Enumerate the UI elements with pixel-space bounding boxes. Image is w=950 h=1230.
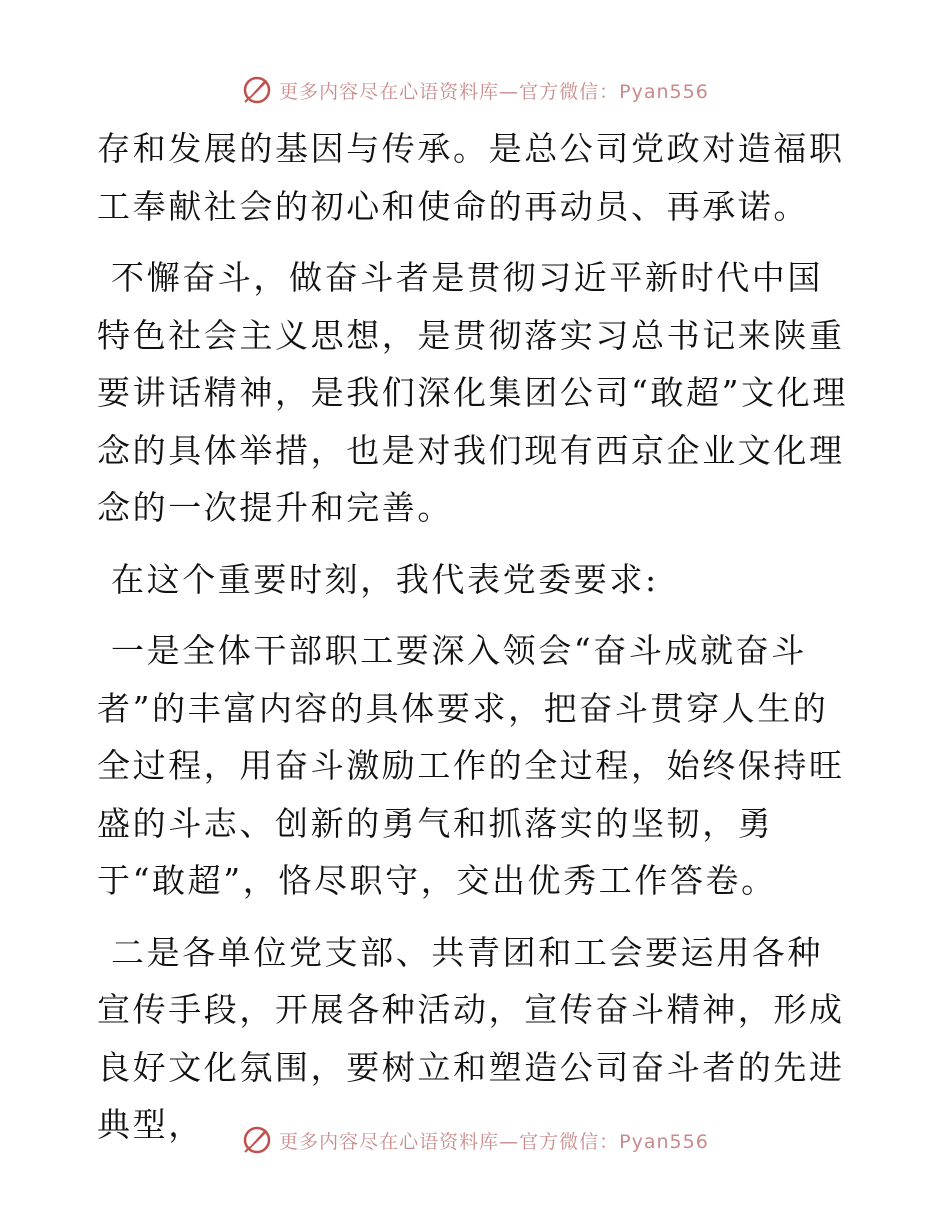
- paragraph-5: 二是各单位党支部、共青团和工会要运用各种宣传手段，开展各种活动，宣传奋斗精神，形成良好文化氛围，要树立和塑造公司奋斗者的先进典型，: [97, 932, 845, 1144]
- quill-logo-icon: [241, 1124, 273, 1156]
- paragraph-3: 在这个重要时刻，我代表党委要求:: [111, 559, 659, 599]
- footer-watermark-banner: [0, 1120, 950, 1160]
- watermark-text: 更多内容尽在心语资料库—官方微信：Pyan556: [279, 1130, 709, 1153]
- header-watermark-banner: [0, 70, 950, 110]
- watermark-text: 更多内容尽在心语资料库—官方微信：Pyan556: [279, 80, 709, 103]
- quill-logo-icon: [241, 74, 273, 106]
- paragraph-2: 不懈奋斗，做奋斗者是贯彻习近平新时代中国特色社会主义思想，是贯彻落实习总书记来陕重要讲话精神，是我们深化集团公司“敢超”文化理念的具体举措，也是对我们现有西京企业文化理念的一次提升和完善。: [97, 258, 848, 527]
- paragraph-4: 一是全体干部职工要深入领会“奋斗成就奋斗者”的丰富内容的具体要求，把奋斗贯穿人生的全过程，用奋斗激励工作的全过程，始终保持旺盛的斗志、创新的勇气和抓落实的坚韧，勇于“敢超”，恪尽职守，交出优秀工作答卷。: [97, 631, 845, 900]
- paragraph-1: 存和发展的基因与传承。是总公司党政对造福职工奉献社会的初心和使命的再动员、再承诺。: [97, 129, 845, 226]
- document-body: [97, 120, 857, 1168]
